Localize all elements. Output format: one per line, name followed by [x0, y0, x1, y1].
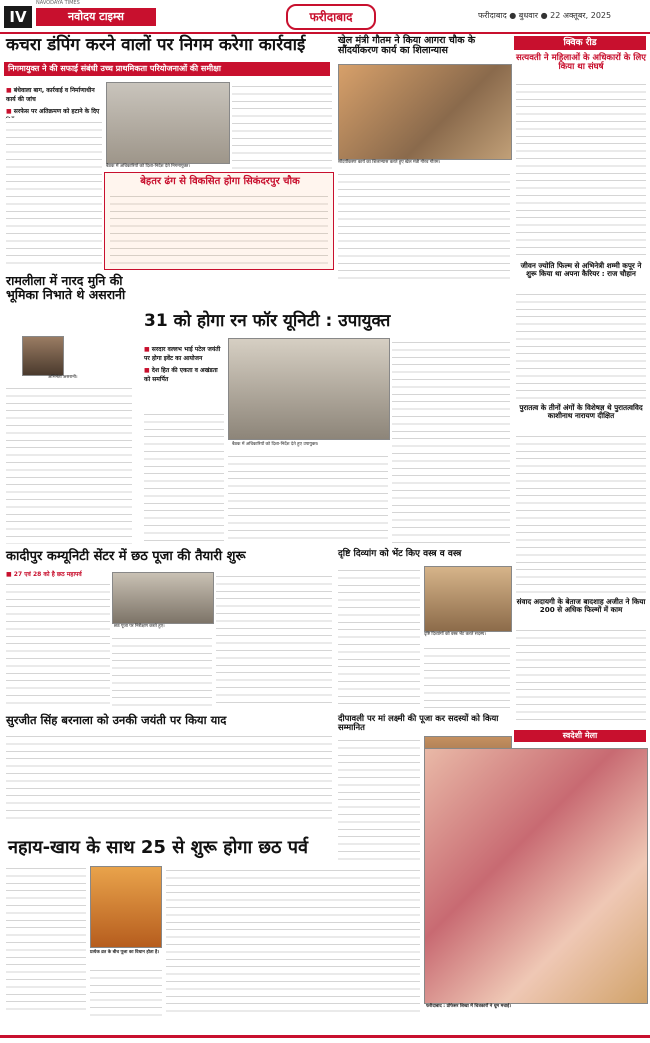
- khel-headline: खेल मंत्री गौतम ने किया आगरा चौक के सौंदर्यीकरण कार्य का शिलान्यास: [338, 35, 476, 57]
- shammi-body: [516, 290, 646, 400]
- dateline: फरीदाबाद ● बुधवार ● 22 अक्तूबर, 2025: [478, 11, 612, 20]
- box-story-body: [110, 192, 328, 264]
- chhath-headline: नहाय-खाय के साथ 25 से शुरू होगा छठ पर्व: [8, 837, 309, 858]
- ramleela-photo-caption: अभिनेता असरानी।: [48, 375, 78, 380]
- swadeshi-label: स्वदेशी मेला: [514, 730, 646, 742]
- quick-read-body: [516, 80, 646, 258]
- swadeshi-photo: [424, 748, 648, 1004]
- lead-photo-caption: बैठक में अधिकारियों को दिशा-निर्देश देते निगमायुक्त।: [106, 164, 191, 169]
- paper-name: नवोदय टाइम्स: [36, 8, 156, 26]
- kadipur-photo: [112, 572, 214, 624]
- kadipur-body-3: [112, 634, 212, 708]
- lead-photo: [106, 82, 230, 164]
- divyang-body: [338, 566, 420, 708]
- ajit-headline: संवाद अदायगी के बेताज बादशाह अजीत ने किया 200 से अधिक फिल्मों में काम: [516, 597, 646, 614]
- ramleela-photo: [22, 336, 64, 376]
- diwali-headline: दीपावली पर मां लक्ष्मी की पूजा कर सदस्यों को किया सम्मानित: [338, 713, 499, 733]
- unity-body-right: [392, 338, 510, 544]
- chhath-body: [6, 864, 86, 1012]
- paper-tag: NAVODAYA TIMES: [36, 0, 80, 6]
- unity-body-left: [144, 410, 224, 546]
- dikshit-body: [516, 432, 646, 594]
- khel-photo-caption: सौंदर्यीकरण कार्य का शिलान्यास करते हुए खेल मंत्री गौरव गौतम।: [338, 160, 441, 165]
- ramleela-headline: रामलीला में नारद मुनि की भूमिका निभाते थे असरानी: [6, 273, 126, 302]
- unity-body-mid: [228, 452, 388, 544]
- chhath-body-3: [166, 866, 420, 1016]
- divyang-headline: दृष्टि दिव्यांग को भेंट किए वस्त्र व वस्त्र: [338, 549, 462, 559]
- kadipur-headline: कादीपुर कम्यूनिटी सेंटर में छठ पूजा की तैयारी शुरू: [6, 549, 246, 564]
- surjeet-headline: सुरजीत सिंह बरनाला को उनकी जयंती पर किया याद: [6, 713, 227, 727]
- unity-bullet: ■ सरदार वल्लभ भाई पटेल जयंती पर होगा इवेंट का आयोजन: [144, 346, 221, 362]
- dikshit-headline: पुरातत्व के तीनों अंगों के विशेषज्ञ थे पुरातत्वविद काशीनाथ नारायण दीक्षित: [519, 403, 643, 420]
- kadipur-kicker: ■ 27 एवं 28 को है छठ महापर्व: [6, 571, 82, 578]
- lead-headline: कचरा डंपिंग करने वालों पर निगम करेगा कार्रवाई: [6, 35, 306, 55]
- quick-read-label: क्विक रीड: [514, 36, 646, 50]
- lead-bullet: ■ बंधेवाला बाग, कार्रवाई व निर्माणाधीन कार्य की जांच: [6, 87, 95, 103]
- surjeet-body: [6, 732, 332, 824]
- kadipur-body-2: [216, 572, 332, 708]
- ramleela-body: [6, 384, 132, 544]
- unity-photo: [228, 338, 390, 440]
- divyang-photo-caption: दृष्टि दिव्यांगों को वस्त्र भेंट करते सदस्य।: [424, 632, 486, 637]
- section-title: फरीदाबाद: [286, 4, 376, 30]
- khel-photo: [338, 64, 512, 160]
- unity-bullet: ■ देश हित की एकता व अखंडता को समर्पित: [144, 367, 218, 383]
- chhath-photo: [90, 866, 162, 948]
- chhath-body-2: [90, 966, 162, 1016]
- quick-read-headline: सत्यवती ने महिलाओं के अधिकारों के लिए किया था संघर्ष: [516, 53, 646, 73]
- khel-body: [338, 170, 510, 280]
- lead-subhead: [4, 62, 330, 76]
- diwali-body: [338, 736, 420, 886]
- ajit-body: [516, 626, 646, 726]
- lead-subhead-text: निगमायुक्त ने की सफाई संबंधी उच्च प्राथमिकता परियोजनाओं की समीक्षा: [8, 64, 221, 73]
- swadeshi-photo-caption: फरीदाबाद : प्रोफेसर शिखा में चित्रकारों ने धूम मचाई।: [426, 1004, 511, 1009]
- chhath-subhead: प्रत्येक व्रत के बीच पूजा का विधान होता है।: [90, 950, 160, 955]
- divyang-body-2: [424, 644, 510, 708]
- box-story-headline: बेहतर ढंग से विकसित होगा सिकंदरपुर चौक: [140, 176, 300, 187]
- unity-bullets: [144, 346, 224, 384]
- unity-headline: 31 को होगा रन फॉर यूनिटी : उपायुक्त: [144, 311, 391, 331]
- kadipur-body: [6, 580, 110, 708]
- unity-photo-caption: बैठक में अधिकारियों को दिशा-निर्देश देते हुए उपायुक्त।: [232, 442, 319, 447]
- shammi-headline: जीवन ज्योति फिल्म से अभिनेत्री शम्मी कपूर ने शुरू किया था अपना कैरियर : राज चौहान: [520, 261, 642, 278]
- kadipur-photo-caption: छठ पूजा पर निरीक्षण करते हुए।: [114, 624, 165, 629]
- lead-body-col1: [6, 118, 102, 264]
- lead-bullet: ■ सरफेस पर अतिक्रमण को हटाने के दिए: [6, 108, 100, 115]
- bottom-rule: [0, 1035, 650, 1038]
- divyang-photo: [424, 566, 512, 632]
- page-number: IV: [4, 6, 32, 28]
